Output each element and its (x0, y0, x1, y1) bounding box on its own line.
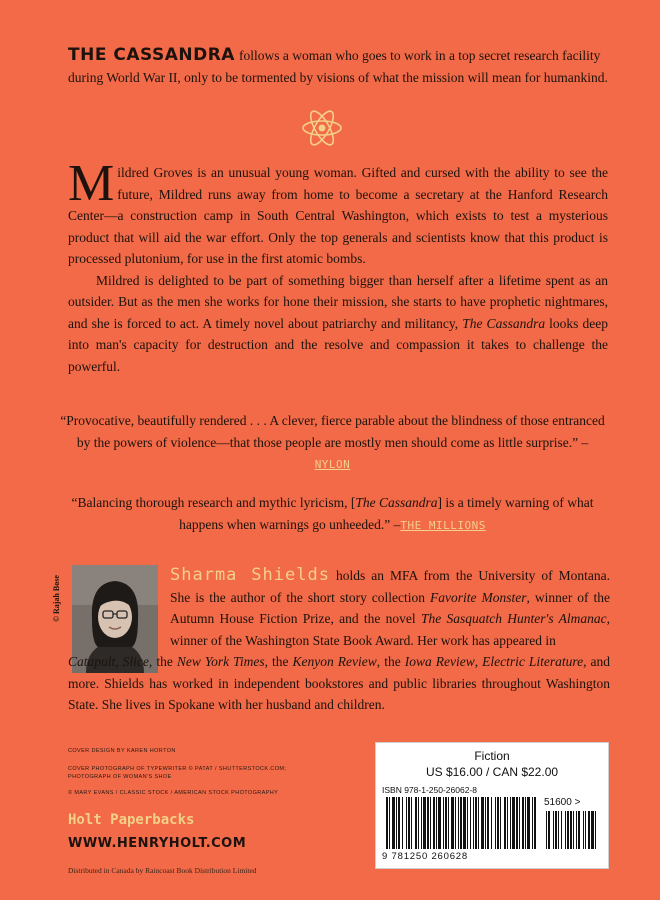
quote-text-b: ] is a timely warning of what happens when warnings go unheeded.” – (179, 495, 594, 532)
quote-book-title: The Cassandra (355, 495, 438, 510)
synopsis (68, 155, 608, 377)
synopsis-paragraph-2 (68, 270, 608, 378)
drop-cap: M (68, 155, 115, 212)
synopsis-text-2a: Mildred is delighted to be part of something bigger than herself after a lifetime spent as an outsider. But as the men she works for hone their mission, she starts to have prophetic nightmares, and she is forced to act. A timely novel about patriarchy and militancy, (68, 272, 608, 331)
sep: , the (264, 654, 293, 669)
lead-title: THE CASSANDRA (68, 45, 235, 65)
quote-source: NYLON (314, 458, 351, 471)
bio-text-3: , winner of the Washington State Book Award. Her work has appeared in (170, 611, 610, 648)
price-label: US $16.00 / CAN $22.00 (425, 765, 559, 779)
genre-label: Fiction (474, 749, 510, 763)
bio-text-1: holds an MFA from the University of Montana. She is the author of the short story collection (170, 568, 610, 605)
publisher-url[interactable]: WWW.HENRYHOLT.COM (68, 836, 247, 851)
pub-electric-literature: Electric Literature (482, 654, 584, 669)
lead-text: follows a woman who goes to work in a top secret research facility during World War II, only to be tormented by visions of what the mission will mean for humankind. (68, 48, 608, 85)
pub-catapult: Catapult (68, 654, 116, 669)
sep: , (474, 654, 483, 669)
pub-slice: Slice (122, 654, 149, 669)
book-sasquatch: The Sasquatch Hunter's Almanac (420, 611, 607, 626)
lead-blurb (68, 44, 608, 89)
author-bio-bottom (68, 651, 610, 716)
pub-iowa: Iowa Review (404, 654, 475, 669)
price-addon-code: 51600 > (544, 797, 581, 808)
author-bio-top (170, 565, 610, 651)
atom-icon (300, 106, 344, 150)
cover-photo-credit-2: PHOTOGRAPH OF WOMAN'S SHOE (68, 774, 172, 780)
bio-text-4: , and more. Shields has worked in independent bookstores and public libraries throughout Washington State. She lives in Spokane with her husband and children. (68, 654, 610, 712)
pub-nyt: New York Times (176, 654, 265, 669)
barcode-icon (386, 797, 601, 851)
quote-text-a: “Balancing thorough research and mythic lyricism, [ (71, 495, 356, 510)
bio-text-2: , winner of the Autumn House Fiction Prize, and the novel (170, 589, 611, 626)
sep: , (115, 654, 123, 669)
quote-text: “Provocative, beautifully rendered . . . A clever, fierce parable about the blindness of those entranced by the powers of violence—that those people are mostly men should come as little surprise.” – (60, 413, 605, 450)
barcode-digits: 9 781250 260628 (382, 851, 468, 862)
sep: , the (148, 654, 177, 669)
synopsis-paragraph-1 (68, 155, 608, 270)
book-favorite-monster: Favorite Monster (430, 589, 527, 605)
cover-design-credit: COVER DESIGN BY KAREN HORTON (68, 748, 176, 754)
cover-photo-credit-1: COVER PHOTOGRAPH OF TYPEWRITER © PATAT / SHUTTERSTOCK.COM; (68, 766, 287, 772)
imprint-logo: Holt Paperbacks (68, 812, 195, 828)
author-name: Sharma Shields (170, 565, 330, 585)
barcode-panel (375, 742, 609, 869)
pub-kenyon: Kenyon Review (292, 654, 377, 669)
distribution-note: Distributed in Canada by Raincoast Book Distribution Limited (68, 866, 257, 875)
isbn-label: ISBN 978-1-250-26062-8 (382, 785, 477, 795)
book-title-italic: The Cassandra (462, 315, 546, 331)
quote-source: THE MILLIONS (400, 518, 486, 532)
sep: , the (376, 654, 405, 669)
review-quote-millions (60, 492, 605, 536)
synopsis-text-2b: looks deep into man's capacity for destruction and the resolve and compassion it takes to challenge the powerful. (68, 315, 608, 374)
cover-photo-credit-3: © MARY EVANS / CLASSIC STOCK / AMERICAN STOCK PHOTOGRAPHY (68, 790, 279, 796)
photo-credit: © Rajah Bose (52, 575, 61, 622)
review-quote-nylon (60, 410, 605, 476)
synopsis-text-1: ildred Groves is an unusual young woman. Gifted and cursed with the ability to see the future, Mildred runs away from home to become a secretary at the Hanford Research Center—a construction camp in South Central Washington, which exists to test a mysterious product that will aid the war effort. Only the top generals and scientists know that this product is processed plutonium, for use in the first atomic bombs. (68, 165, 608, 266)
